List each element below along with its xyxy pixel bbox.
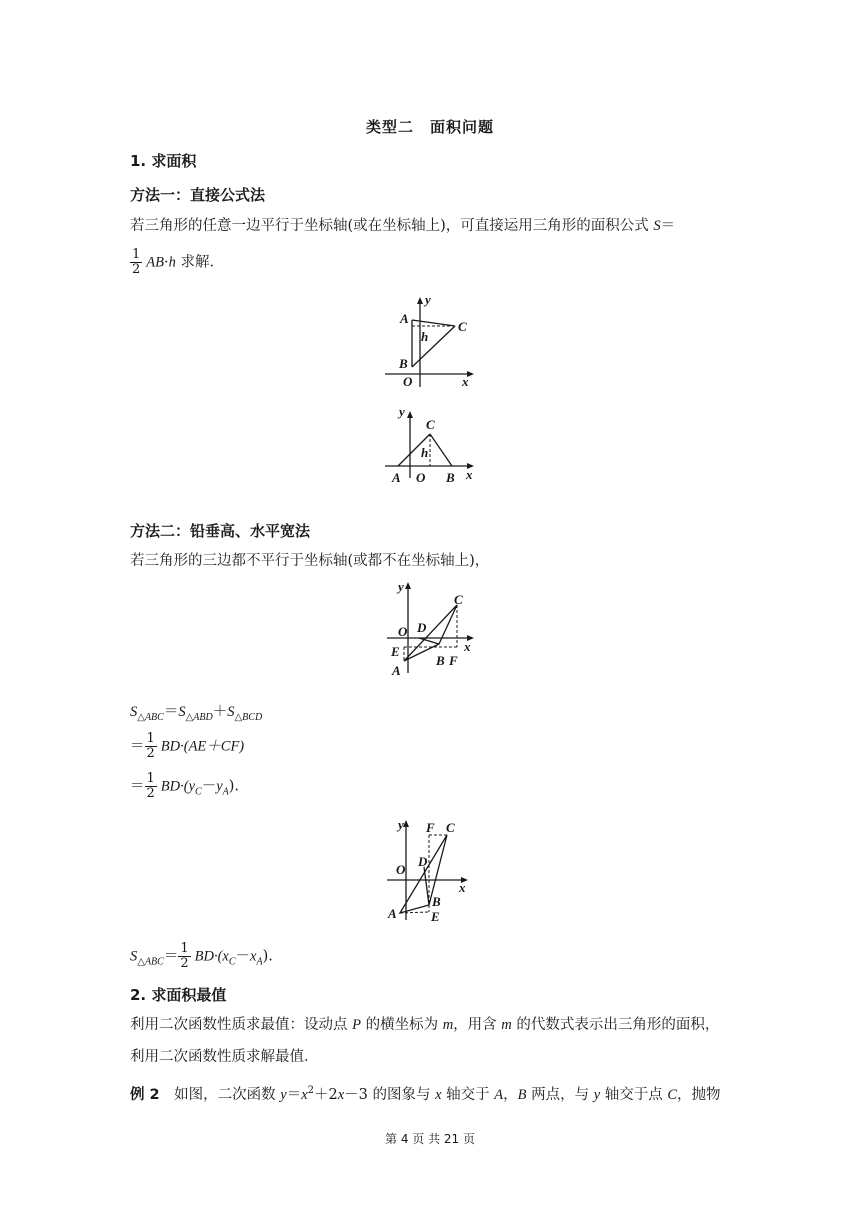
label-y: y bbox=[425, 292, 431, 307]
section-title: 类型二 面积问题 bbox=[365, 118, 494, 136]
area-formula-line3: ＝ $\frac{1}{2}$ $BD\cdot(y_C-y_A)$. bbox=[130, 771, 240, 801]
label-b: B bbox=[446, 470, 455, 485]
example-2: 例 2 如图，二次函数 $y=x^2+2x-3$ 的图象与 x 轴交于 A，B 两点，与 y 轴交于点 C，抛物 bbox=[130, 1085, 721, 1103]
label-b: B bbox=[432, 894, 441, 909]
label-c: C bbox=[426, 417, 435, 432]
label-y: y bbox=[398, 817, 404, 832]
label-o: O bbox=[396, 862, 406, 877]
fraction-half: $\frac{1}{2}$ bbox=[180, 941, 189, 971]
fraction-half: $\frac{1}{2}$ bbox=[132, 247, 141, 277]
label-y: y bbox=[398, 579, 404, 594]
label-c: C bbox=[446, 820, 455, 835]
max-text-line1: 利用二次函数性质求最值：设动点 P 的横坐标为 m，用含 m 的代数式表示出三角形的面积， bbox=[130, 1017, 720, 1033]
label-b: B bbox=[436, 653, 445, 668]
label-x: x bbox=[459, 880, 466, 895]
method-one-formula: $\frac{1}{2}$ AB·h 求解． bbox=[132, 247, 224, 277]
label-h: h bbox=[421, 445, 429, 460]
label-a: A bbox=[400, 311, 409, 326]
figure-vertical-height-1 bbox=[384, 577, 484, 677]
label-e: E bbox=[431, 909, 440, 924]
page-footer: 第 4 页 共 21 页 bbox=[385, 1132, 475, 1146]
label-y: y bbox=[399, 404, 405, 419]
max-text-line2: 利用二次函数性质求解最值． bbox=[130, 1049, 319, 1065]
heading-method-two: 方法二：铅垂高、水平宽法 bbox=[130, 522, 311, 540]
label-o: O bbox=[416, 470, 426, 485]
label-a: A bbox=[392, 470, 401, 485]
fraction-half: $\frac{1}{2}$ bbox=[146, 731, 155, 761]
label-x: x bbox=[462, 374, 469, 389]
figure-vertical-height-2 bbox=[384, 815, 484, 927]
area-formula-line2: ＝ $\frac{1}{2}$ BD·(AE＋CF) bbox=[130, 731, 245, 761]
label-b: B bbox=[399, 356, 408, 371]
label-x: x bbox=[466, 467, 473, 482]
label-a: A bbox=[392, 663, 401, 677]
label-o: O bbox=[398, 624, 408, 639]
heading-method-one: 方法一：直接公式法 bbox=[130, 186, 266, 204]
method-one-text: 若三角形的任意一边平行于坐标轴(或在坐标轴上)，可直接运用三角形的面积公式 S＝ bbox=[130, 218, 676, 234]
label-x: x bbox=[464, 639, 471, 654]
label-o: O bbox=[403, 374, 413, 389]
label-d: D bbox=[417, 620, 427, 635]
label-h: h bbox=[421, 329, 429, 344]
label-c: C bbox=[454, 592, 463, 607]
method-two-text: 若三角形的三边都不平行于坐标轴(或都不在坐标轴上)， bbox=[130, 553, 490, 569]
label-d: D bbox=[418, 854, 428, 869]
fraction-half: $\frac{1}{2}$ bbox=[146, 771, 155, 801]
label-e: E bbox=[391, 644, 400, 659]
heading-area-max: 2. 求面积最值 bbox=[130, 986, 227, 1004]
label-f: F bbox=[449, 653, 458, 668]
figure-direct-formula-2 bbox=[380, 402, 480, 492]
label-f: F bbox=[426, 820, 435, 835]
label-c: C bbox=[458, 319, 467, 334]
area-formula-horizontal: $S_{\triangle ABC}=$ $\frac{1}{2}$ $BD\cdot(x_C-x_A)$. bbox=[130, 941, 273, 971]
figure-direct-formula-1 bbox=[380, 290, 480, 390]
label-a: A bbox=[388, 906, 397, 921]
area-sum-formula: $S_{\triangle ABC}=S_{\triangle ABD}+S_{\triangle BCD}$ bbox=[130, 704, 263, 723]
heading-find-area: 1. 求面积 bbox=[130, 152, 197, 170]
